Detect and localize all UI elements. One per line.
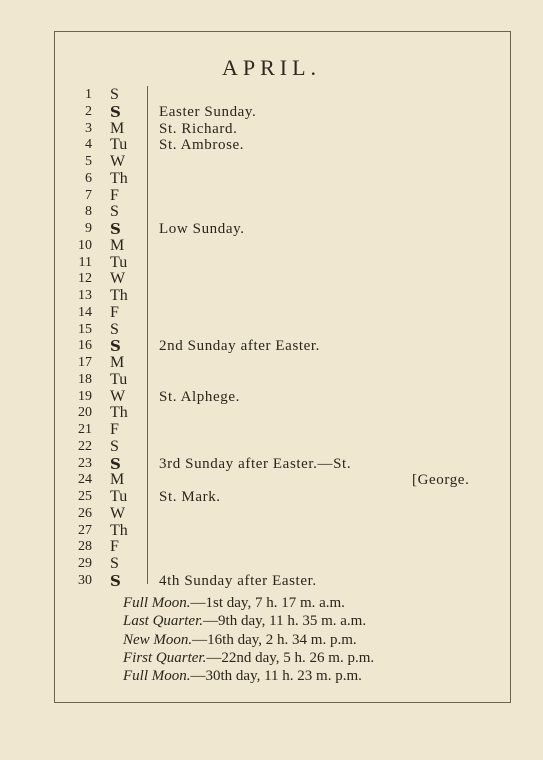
calendar-row	[0, 104, 543, 120]
day-number: 5	[85, 154, 92, 169]
weekday: F	[110, 538, 119, 556]
calendar-row	[0, 523, 543, 539]
moon-phase-time: —30th day, 11 h. 23 m. p.m.	[190, 668, 362, 685]
weekday: S	[110, 203, 119, 221]
calendar-row	[0, 372, 543, 388]
calendar-row	[0, 305, 543, 321]
calendar-row	[0, 221, 543, 237]
calendar-row	[0, 271, 543, 287]
calendar-row	[0, 405, 543, 421]
calendar-row	[0, 389, 543, 405]
day-event: 4th Sunday after Easter.	[159, 572, 317, 589]
moon-phase-name: First Quarter.	[123, 649, 207, 666]
weekday: Th	[110, 169, 128, 187]
day-event-continuation: [George.	[412, 472, 470, 489]
day-number: 12	[78, 271, 92, 287]
calendar-row	[0, 322, 543, 338]
calendar-row	[0, 288, 543, 304]
moon-phase-time: —9th day, 11 h. 35 m. a.m.	[203, 613, 367, 630]
calendar-row	[0, 137, 543, 153]
moon-phase-line	[123, 594, 345, 613]
moon-phase-line	[123, 612, 366, 631]
day-number: 14	[78, 304, 92, 320]
day-number: 8	[85, 204, 92, 220]
day-number: 6	[85, 170, 92, 186]
weekday: M	[110, 119, 125, 137]
weekday: F	[110, 186, 119, 204]
day-event: St. Ambrose.	[159, 137, 245, 154]
weekday: W	[110, 153, 126, 170]
calendar-row	[0, 472, 543, 488]
weekday: Th	[110, 521, 128, 539]
day-number: 28	[78, 539, 92, 555]
calendar-row	[0, 338, 543, 354]
day-number: 19	[78, 388, 92, 404]
calendar-row	[0, 573, 543, 589]
calendar-row	[0, 439, 543, 455]
weekday: S	[110, 437, 119, 455]
moon-phase-name: New Moon.	[123, 631, 193, 648]
day-number: 15	[78, 321, 92, 337]
weekday: M	[110, 471, 125, 489]
weekday-sunday: S	[110, 220, 121, 238]
weekday: F	[110, 421, 119, 438]
day-event: Low Sunday.	[159, 221, 245, 237]
day-event: St. Alphege.	[159, 388, 240, 405]
day-number: 16	[78, 338, 92, 354]
day-number: 22	[78, 438, 92, 454]
day-event: St. Mark.	[159, 489, 221, 505]
calendar-row	[0, 556, 543, 572]
day-event: 2nd Sunday after Easter.	[159, 338, 321, 355]
moon-phase-line	[123, 667, 362, 686]
calendar-row	[0, 489, 543, 505]
day-number: 23	[78, 455, 92, 471]
weekday-sunday: S	[110, 571, 121, 590]
calendar-row	[0, 87, 543, 103]
moon-phase-name: Last Quarter.	[123, 613, 204, 630]
weekday: Tu	[110, 253, 128, 271]
weekday: Th	[110, 404, 128, 422]
day-number: 13	[78, 288, 92, 303]
day-number: 30	[78, 572, 92, 588]
calendar-row	[0, 238, 543, 254]
moon-phase-time: —22nd day, 5 h. 26 m. p.m.	[206, 649, 375, 666]
day-number: 9	[85, 221, 92, 236]
day-number: 20	[78, 405, 92, 421]
weekday: S	[110, 320, 119, 338]
calendar-row	[0, 204, 543, 220]
calendar-row	[0, 255, 543, 271]
calendar-row	[0, 154, 543, 170]
calendar-row	[0, 188, 543, 204]
day-number: 26	[78, 505, 92, 521]
day-number: 25	[78, 489, 92, 504]
calendar-row	[0, 171, 543, 187]
moon-phase-time: —1st day, 7 h. 17 m. a.m.	[190, 595, 345, 611]
day-number: 11	[78, 254, 92, 270]
moon-phase-name: Full Moon.	[123, 668, 191, 685]
weekday: F	[110, 303, 119, 321]
day-number: 2	[85, 103, 92, 119]
moon-phase-name: Full Moon.	[123, 595, 191, 611]
calendar-row	[0, 539, 543, 555]
weekday: W	[110, 387, 126, 405]
weekday: Tu	[110, 370, 128, 388]
day-event: 3rd Sunday after Easter.—St.	[159, 455, 352, 472]
day-number: 1	[85, 87, 92, 102]
day-event: Easter Sunday.	[159, 103, 257, 120]
day-number: 18	[78, 371, 92, 387]
calendar-row	[0, 506, 543, 522]
weekday: Th	[110, 287, 128, 304]
weekday-sunday: S	[110, 454, 121, 473]
weekday: Tu	[110, 488, 128, 505]
calendar-row	[0, 456, 543, 472]
weekday-sunday: S	[110, 337, 121, 356]
calendar-row	[0, 121, 543, 137]
weekday: W	[110, 504, 126, 522]
day-number: 3	[85, 120, 92, 136]
moon-phase-line	[123, 649, 374, 668]
weekday: W	[110, 270, 126, 288]
moon-phase-line	[123, 631, 357, 650]
day-event: St. Richard.	[159, 120, 238, 137]
calendar-row	[0, 355, 543, 371]
weekday: S	[110, 86, 119, 103]
weekday: M	[110, 236, 125, 254]
day-number: 21	[78, 422, 92, 437]
day-number: 27	[78, 522, 92, 538]
calendar-row	[0, 422, 543, 438]
day-number: 17	[78, 355, 92, 370]
moon-phase-time: —16th day, 2 h. 34 m. p.m.	[192, 631, 357, 648]
day-number: 7	[85, 187, 92, 203]
day-number: 4	[85, 137, 92, 153]
day-number: 24	[78, 472, 92, 488]
day-number: 10	[78, 237, 92, 253]
weekday: S	[110, 555, 119, 572]
weekday: Tu	[110, 136, 128, 154]
day-number: 29	[78, 556, 92, 571]
weekday: M	[110, 354, 125, 371]
month-title: APRIL.	[221, 55, 322, 80]
weekday-sunday: S	[110, 102, 121, 121]
